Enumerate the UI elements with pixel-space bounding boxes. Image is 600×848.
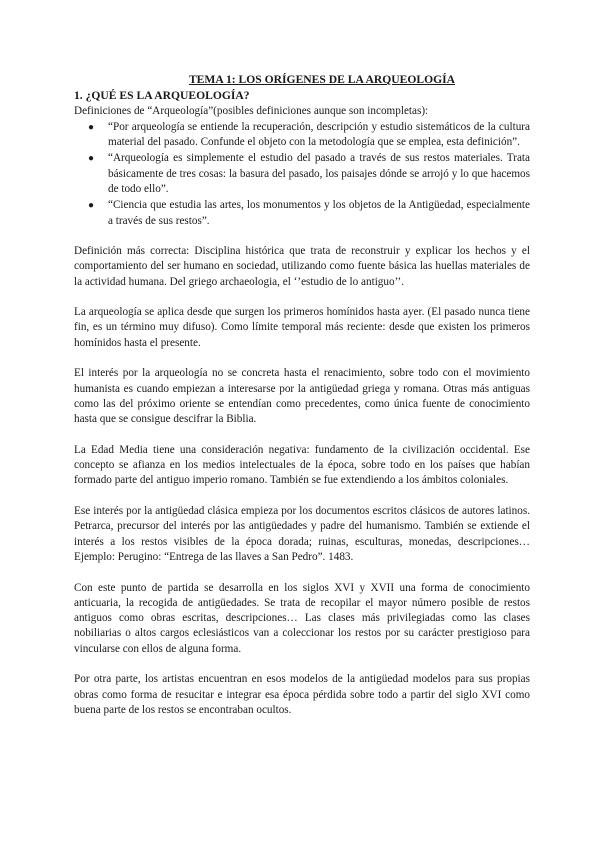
- bullet-icon: ●: [88, 200, 95, 212]
- list-item: [88, 198, 530, 229]
- definitions-list: [74, 120, 530, 229]
- paragraph-middle-ages: La Edad Media tiene una consideración negativa: fundamento de la civilización occidental. Ese concepto se afianza en los medios intelectuales de la época, sobre todo en los países que habían formado parte del antiguo imperio romano. También se fue extendiendo a los ámbitos coloniales.: [74, 443, 530, 487]
- paragraph-classical-interest: Ese interés por la antigüedad clásica empieza por los documentos escritos clásicos de autores latinos. Petrarca, precursor del interés por las antigüedades y padre del humanismo. También se extiende el interés a los restos visibles de la época dorada; ruinas, esculturas, monedas, descripciones… Ejemplo: Perugino: “Entrega de las llaves a San Pedro”. 1483.: [74, 505, 530, 563]
- section-heading: 1. ¿QUÉ ES LA ARQUEOLOGÍA?: [74, 89, 250, 103]
- list-item: [88, 120, 530, 151]
- bullet-icon: ●: [88, 121, 95, 133]
- paragraph-artists: Por otra parte, los artistas encuentran en esos modelos de la antigüedad modelos para sus propias obras como forma de resucitar e integrar esa época pérdida sobre todo a partir del siglo XVI como buena parte de los restos se encontraban ocultos.: [74, 673, 530, 716]
- paragraph-antiquarian: Con este punto de partida se desarrolla en los siglos XVI y XVII una forma de conocimiento anticuaria, la recogida de antigüedades. Se trata de recopilar el mayor número posible de restos antiguos como obras escritas, descripciones… Las clases más privilegiadas como las clases nobiliarias o altos cargos eclesiásticos van a coleccionar los restos por su carácter prestigioso para vincularse con ellos de alguna forma.: [74, 581, 530, 655]
- definition-text: “Arqueología es simplemente el estudio del pasado a través de sus restos materiales. Trata básicamente de tres cosas: la basura del pasado, los paisajes dónde se arrojó y lo que hacemos de todo ello”.: [108, 152, 530, 196]
- page-title: TEMA 1: LOS ORÍGENES DE LA ARQUEOLOGÍA: [188, 73, 456, 86]
- definition-text: “Por arqueología se entiende la recuperación, descripción y estudio sistemáticos de la cultura material del pasado. Confunde el objeto con la metodología que se emplea, esta definición”.: [108, 120, 530, 149]
- paragraph-renaissance: El interés por la arqueología no se concreta hasta el renacimiento, sobre todo con el movimiento humanista es cuando empiezan a interesarse por la antigüedad griega y romana. Otras más antiguas como las del próximo oriente se entendían como precedentes, como única fuente de conocimiento hasta que se consigue descifrar la Biblia.: [74, 367, 530, 426]
- paragraph-temporal-scope: La arqueología se aplica desde que surgen los primeros homínidos hasta ayer. (El pasado nunca tiene fin, es un término muy difuso). Como límite temporal más reciente: desde que existen los primeros homínidos hasta el presente.: [74, 306, 530, 349]
- paragraph-definition: Definición más correcta: Disciplina histórica que trata de reconstruir y explicar los hechos y el comportamiento del ser humano en sociedad, utilizando como fuente básica las huellas materiales de la actividad humana. Del griego archaeologia, el ‘’estudio de lo antiguo’’.: [74, 244, 530, 288]
- definition-text: “Ciencia que estudia las artes, los monumentos y los objetos de la Antigüedad, especialmente a través de sus restos”.: [108, 199, 530, 227]
- definitions-intro: Definiciones de “Arqueología”(posibles definiciones aunque son incompletas):: [74, 104, 429, 117]
- list-item: [88, 151, 530, 197]
- bullet-icon: ●: [88, 153, 95, 165]
